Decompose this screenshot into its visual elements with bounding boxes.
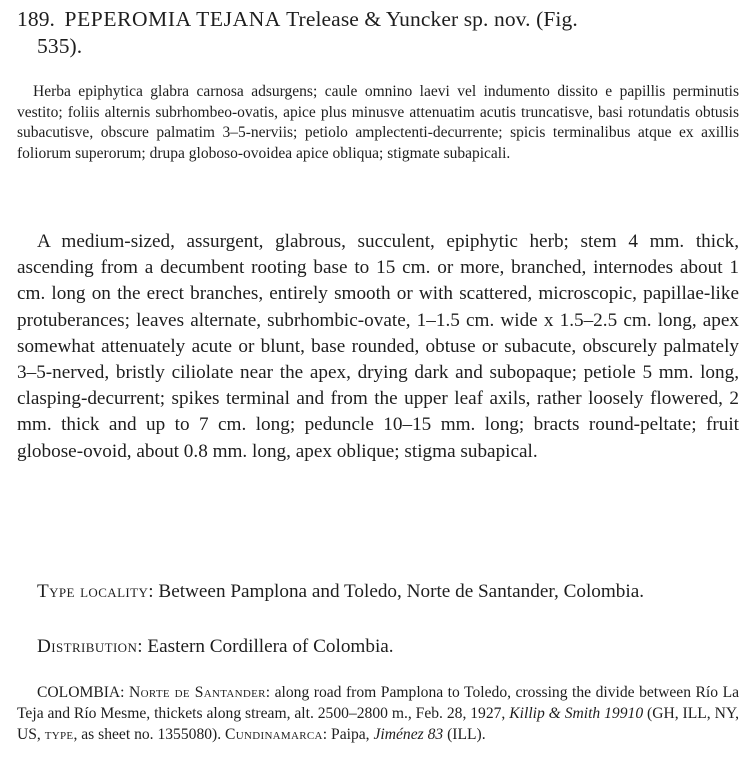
specimen-text-3: , as sheet no. 1355080).: [73, 725, 222, 743]
figure-reference: 535).: [37, 34, 83, 58]
distribution-label: Distribution: [37, 636, 138, 657]
type-locality-label: Type locality: [37, 581, 149, 602]
specimen-text-2: (GH, ILL, NY, US,: [17, 704, 739, 743]
specimen-department-2: Cundinamarca: [225, 725, 323, 743]
distribution-text: Eastern Cordillera of Colombia.: [147, 636, 394, 657]
specimen-text-5: (ILL).: [447, 725, 486, 743]
type-locality: Type locality: Between Pamplona and Toledo, Norte de Santander, Colombia.: [37, 581, 645, 602]
specimen-collector-1: Killip & Smith 19910: [509, 704, 644, 722]
specimen-text-4: Paipa,: [331, 725, 370, 743]
species-heading: [17, 6, 737, 60]
specimen-text-1: along road from Pamplona to Toledo, crossing the divide between Río La Teja and Río Mesme, thickets along stream, alt. 2500–2800 m., Feb. 28, 1927,: [17, 684, 740, 722]
species-number: 189.: [17, 7, 56, 31]
specimens-examined: COLOMBIA: Norte de Santander: along road from Pamplona to Toledo, crossing the divide between Río La Teja and Río Mesme, thickets along stream, alt. 2500–2800 m., Feb. 28, 1927, Killip & Smith 19910 (GH, ILL, NY, US, type, as sheet no. 1355080). Cundinamarca: Paipa, Jiménez 83 (ILL).: [17, 684, 740, 743]
specimen-department-1: Norte de Santander: [129, 684, 266, 701]
species-authority: Trelease & Yuncker sp. nov. (Fig.: [286, 7, 578, 31]
specimen-country: COLOMBIA: [37, 684, 121, 701]
type-locality-text: Between Pamplona and Toledo, Norte de Santander, Colombia.: [158, 581, 645, 602]
english-description: A medium-sized, assurgent, glabrous, succulent, epiphytic herb; stem 4 mm. thick, ascending from a decumbent rooting base to 15 cm. or more, branched, internodes about 1 cm. long on the erect branches, entirely smooth or with scattered, microscopic, papillae-like protuberances; leaves alternate, subrhombic-ovate, 1–1.5 cm. wide x 1.5–2.5 cm. long, apex somewhat attenuately acute or blunt, base rounded, obtuse or subacute, obscurely palmately 3–5-nerved, bristly ciliolate near the apex, drying dark and subopaque; petiole 5 mm. long, clasping-decurrent; spikes terminal and from the upper leaf axils, rather loosely flowered, 2 mm. thick and up to 7 cm. long; peduncle 10–15 mm. long; bracts round-peltate; fruit globose-ovoid, about 0.8 mm. long, apex oblique; stigma subapical.: [17, 231, 739, 462]
latin-diagnosis: Herba epiphytica glabra carnosa adsurgens; caule omnino laevi vel indumento dissito e papillis perminutis vestito; foliis alternis subrhombeo-ovatis, apice plus minusve attenuatim acutis truncatisve, basi rotundatis obtusis subacutisve, obscure palmatim 3–5-nerviis; petiolo amplectenti-decurrente; spicis terminalibus atque ex axillis foliorum superorum; drupa globoso-ovoidea apice obliqua; stigmate subapicali.: [17, 83, 739, 162]
specimen-type-word: type: [44, 725, 74, 743]
distribution: Distribution: Eastern Cordillera of Colombia.: [37, 636, 394, 657]
species-name: PEPEROMIA TEJANA: [64, 7, 281, 31]
specimen-collector-2: Jiménez 83: [373, 725, 444, 743]
